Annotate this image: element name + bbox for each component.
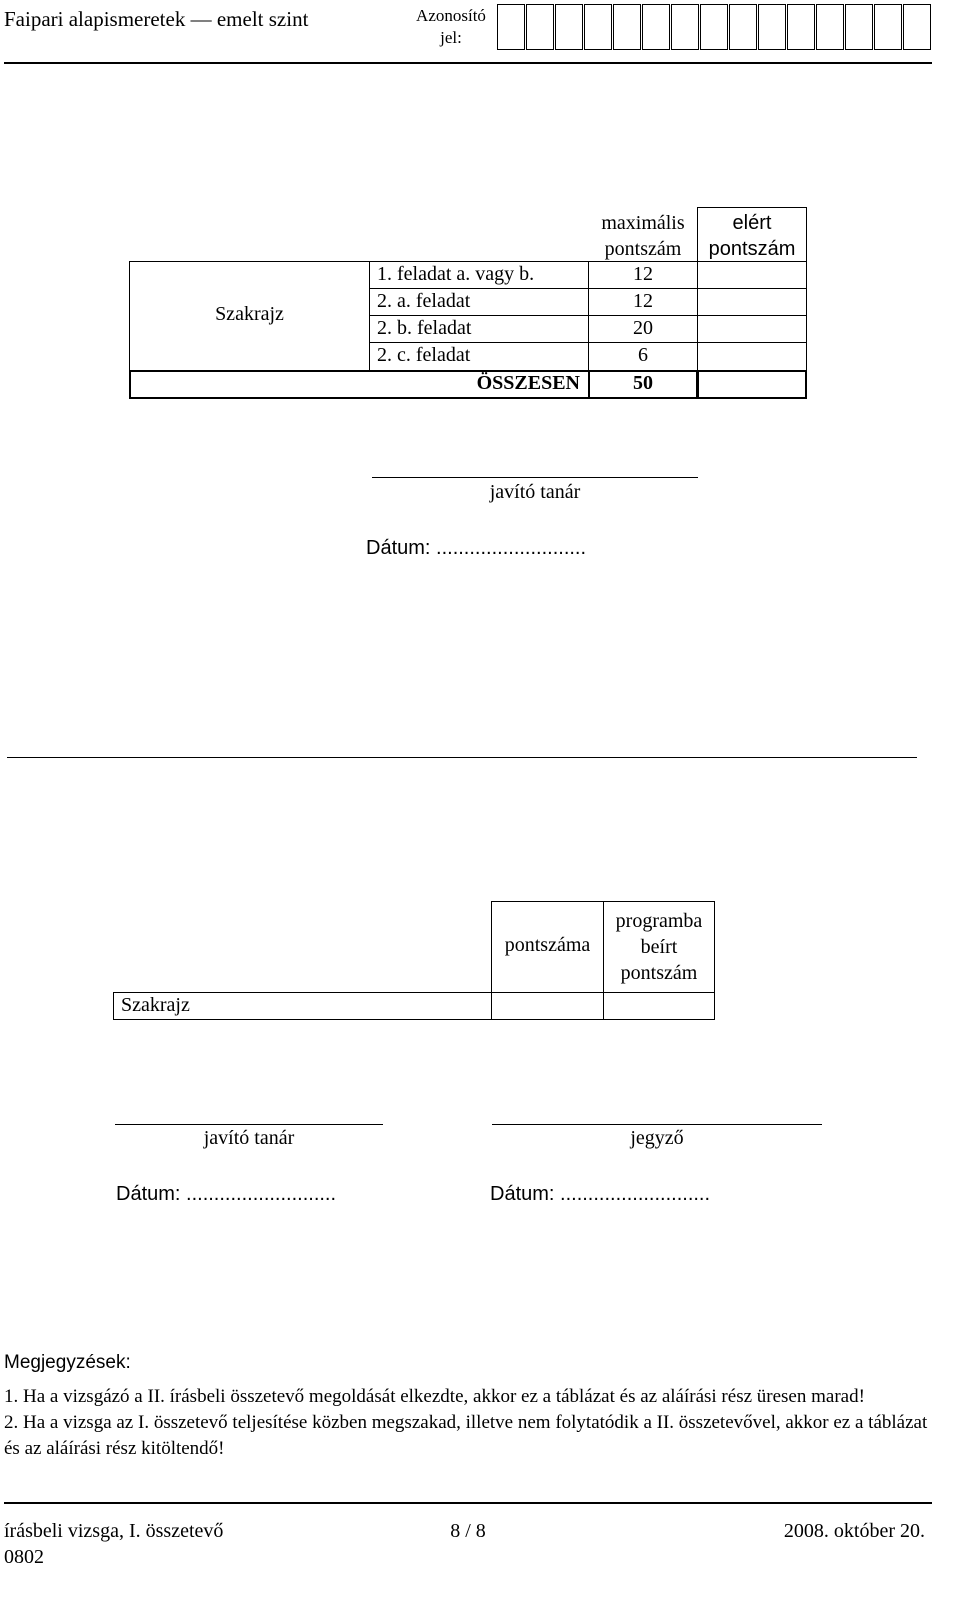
program-header <box>603 908 715 986</box>
task-max-4: 6 <box>638 344 648 366</box>
signature-role-1: javító tanár <box>489 481 581 503</box>
task-max-2: 12 <box>633 290 653 312</box>
program-points-cell <box>491 992 604 1020</box>
got-header <box>699 210 805 262</box>
max-header-line2: pontszám <box>604 238 682 260</box>
document-title: Faipari alapismeretek — emelt szint <box>4 7 309 31</box>
got-row-2 <box>697 288 807 316</box>
max-header-line1: maximális <box>601 212 685 234</box>
id-box <box>758 4 786 50</box>
task-label-4: 2. c. feladat <box>377 344 471 366</box>
date-field-2-right: Dátum: ........................... <box>490 1183 711 1205</box>
task-label-2: 2. a. feladat <box>377 290 471 312</box>
id-box <box>816 4 844 50</box>
task-max-1: 12 <box>633 263 653 285</box>
footer-page: 8 / 8 <box>450 1520 486 1542</box>
id-box <box>642 4 670 50</box>
id-label-line1: Azonosító <box>416 6 486 25</box>
total-max: 50 <box>633 372 653 394</box>
header-rule <box>4 62 932 64</box>
id-box <box>584 4 612 50</box>
id-box <box>671 4 699 50</box>
program-entered-cell <box>603 992 715 1020</box>
total-label: ÖSSZESEN <box>476 372 580 394</box>
signature-role-2-right: jegyző <box>630 1127 684 1149</box>
id-box <box>903 4 931 50</box>
got-row-3 <box>697 315 807 343</box>
signature-role-2-left: javító tanár <box>203 1127 295 1149</box>
id-box <box>787 4 815 50</box>
id-box <box>497 4 525 50</box>
id-box <box>613 4 641 50</box>
total-got-cell <box>697 370 807 399</box>
section-separator <box>7 757 917 758</box>
program-header-line1: programba <box>615 910 703 932</box>
signature-line-1 <box>372 477 698 478</box>
note-item-1: 1. Ha a vizsgázó a II. írásbeli összetevő megoldását elkezdte, akkor ez a táblázat és az aláírási rész üresen marad! <box>4 1386 865 1407</box>
got-row-4 <box>697 342 807 371</box>
signature-line-2-right <box>492 1124 822 1125</box>
date-field-1: Dátum: ........................... <box>366 537 587 559</box>
footer-rule <box>4 1502 932 1504</box>
got-header-line1: elért <box>732 212 772 234</box>
id-box <box>874 4 902 50</box>
notes-heading: Megjegyzések: <box>4 1352 131 1373</box>
task-max-3: 20 <box>633 317 653 339</box>
program-header-line3: pontszám <box>620 962 698 984</box>
program-section-label: Szakrajz <box>121 994 190 1016</box>
task-label-3: 2. b. feladat <box>377 317 472 339</box>
section-label: Szakrajz <box>215 303 284 325</box>
id-box <box>845 4 873 50</box>
points-header: pontszáma <box>504 934 591 956</box>
max-header <box>590 210 696 262</box>
id-box <box>700 4 728 50</box>
id-boxes <box>497 0 937 52</box>
footer-date: 2008. október 20. <box>783 1520 925 1542</box>
got-row-1 <box>697 261 807 289</box>
id-label-line2: jel: <box>440 28 462 47</box>
program-header-line2: beírt <box>640 936 678 958</box>
date-field-2-left: Dátum: ........................... <box>116 1183 337 1205</box>
signature-line-2-left <box>115 1124 383 1125</box>
id-box <box>526 4 554 50</box>
notes <box>4 1350 932 1462</box>
footer-code: 0802 <box>4 1546 44 1568</box>
task-label-1: 1. feladat a. vagy b. <box>377 263 535 285</box>
footer-left: írásbeli vizsga, I. összetevő <box>4 1520 224 1542</box>
id-box <box>729 4 757 50</box>
note-item-2: 2. Ha a vizsga az I. összetevő teljesítése közben megszakad, illetve nem folytatódik a II. összetevővel, akkor ez a táblázat és az aláírási rész kitöltendő! <box>4 1412 928 1459</box>
got-header-line2: pontszám <box>708 238 796 260</box>
id-box <box>555 4 583 50</box>
id-label <box>410 5 492 49</box>
